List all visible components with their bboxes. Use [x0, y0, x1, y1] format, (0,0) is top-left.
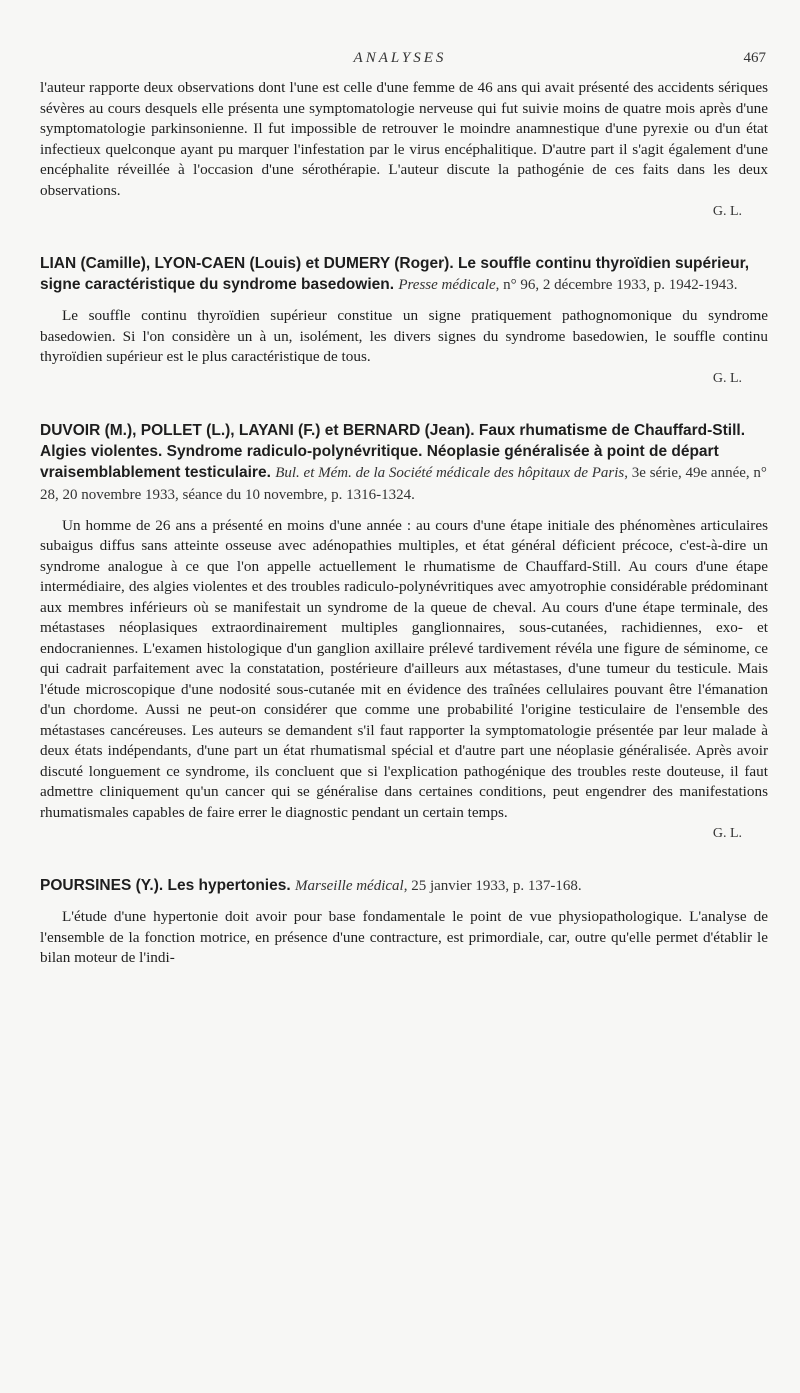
entry-signature: G. L. — [712, 370, 742, 386]
entry-authors: POURSINES (Y.). — [40, 877, 164, 894]
abstract-entry-poursines — [40, 875, 768, 969]
entry-journal: Marseille médical — [294, 878, 404, 894]
intro-paragraph: l'auteur rapporte deux observations dont l'une est celle d'une femme de 46 ans qui avait présenté des accidents sériques sévères au cours desquels elle présenta une symptomatologie nerveuse qui fut suivie moins de quatre mois après d'une symptomatologie parkinsonienne. Il fut impossible de retrouver le moindre anamnestique d'une pyrexie ou d'un état infectieux quelconque ayant pu marquer l'infestation par le virus encéphalitique. D'autre part il s'agit également d'une encéphalite réveillée à l'occasion d'une sérothérapie. L'auteur discute la pathogénie de ces faits dans les deux observations. — [40, 79, 768, 199]
entry-authors: LIAN (Camille), LYON-CAEN (Louis) et DUMERY (Roger). — [40, 255, 454, 272]
bibliographic-reference — [40, 875, 768, 897]
entry-title: Les hypertonies. — [167, 877, 291, 894]
entry-journal: Presse médicale — [398, 277, 496, 293]
entry-title: Le souffle continu thyroïdien supérieur, signe caractéristique du syndrome basedowien. — [40, 255, 750, 293]
entry-abstract: Un homme de 26 ans a présenté en moins d'une année : au cours d'une étape initiale des phénomènes articulaires subaigus diffus sans atteinte osseuse avec adénopathies multiples, et état général déficient précoce, c'est-à-dire un syndrome analogue à ce que l'on appelle actuellement le rhumatisme de Chauffard-Still. Au cours d'une étape intermédiaire, des algies violentes et des troubles radiculo-polynévritiques avec amyotrophie considérable prédominant aux membres inférieurs où se manifestait un syndrome de la queue de cheval. Au cours d'une étape terminale, des métastases néoplasiques extraordinairement multiples ganglionnaires, sous-cutanées, rachidiennes, exo- et endocraniennes. L'examen histologique d'un ganglion axillaire prélevé tardivement révéla une figure de séminome, ce qui cadrait parfaitement avec la constatation, postérieure d'ailleurs aux métastases, d'une tumeur du testicule. Mais l'étude microscopique d'une nodosité sous-cutanée mit en évidence des traînées cellulaires pouvant être l'émanation d'un chordome. Aussi ne peut-on considérer que comme une probabilité l'origine testiculaire de l'ensemble des métastases cancéreuses. Les auteurs se demandent s'il faut rapporter la symptomatologie présentée par leur malade à deux états indépendants, d'une part un état rhumatismal spécial et d'autre part une néoplasie généralisée. Après avoir discuté longuement ce syndrome, ils concluent que si l'explication pathogénique des troubles reste douteuse, il faut admettre cliniquement qu'un cancer qui se généralise dans certaines conditions, peut engendrer des manifestations rhumatismales capables de faire errer le diagnostic pendant un certain temps. — [40, 516, 768, 821]
entry-details: , 25 janvier 1933, p. 137-168. — [403, 878, 582, 894]
intro-signature: G. L. — [712, 204, 742, 219]
entry-abstract: Le souffle continu thyroïdien supérieur constitue un signe pratiquement pathognomonique du syndrome basedowien. Si l'on considère un à un, isolément, les divers signes du syndrome basedowien, le souffle continu thyroïdien supérieur est le plus caractéristique de tous. — [40, 307, 768, 365]
abstract-entry-duvoir — [40, 420, 768, 846]
page-number: 467 — [743, 50, 766, 66]
entry-authors: DUVOIR (M.), POLLET (L.), LAYANI (F.) et BERNARD (Jean). — [40, 421, 475, 439]
page-body — [40, 78, 768, 969]
bibliographic-reference — [40, 253, 768, 296]
entry-signature: G. L. — [712, 826, 742, 841]
entry-details: , 3e série, 49e année, n° 28, 20 novembre 1933, séance du 10 novembre, p. 1316-1324. — [40, 464, 767, 503]
entry-abstract: L'étude d'une hypertonie doit avoir pour base fondamentale le point de vue physiopathologique. L'analyse de l'ensemble de la fonction motrice, en présence d'une contracture, est primordiale, car, outre qu'elle permet d'établir le bilan moteur de l'indi- — [40, 908, 768, 966]
abstract-entry-lian — [40, 253, 768, 390]
entry-details: , n° 96, 2 décembre 1933, p. 1942-1943. — [495, 277, 738, 293]
entry-journal: Bul. et Mém. de la Société médicale des hôpitaux de Paris — [275, 464, 625, 481]
entry-title: Faux rhumatisme de Chauffard-Still. Algies violentes. Syndrome radiculo-polynévritique. Néoplasie généralisée à point de départ vraisemblablement testiculaire. — [40, 421, 746, 481]
running-head-title: ANALYSES — [353, 50, 447, 66]
bibliographic-reference — [40, 420, 768, 506]
running-head — [0, 50, 800, 72]
